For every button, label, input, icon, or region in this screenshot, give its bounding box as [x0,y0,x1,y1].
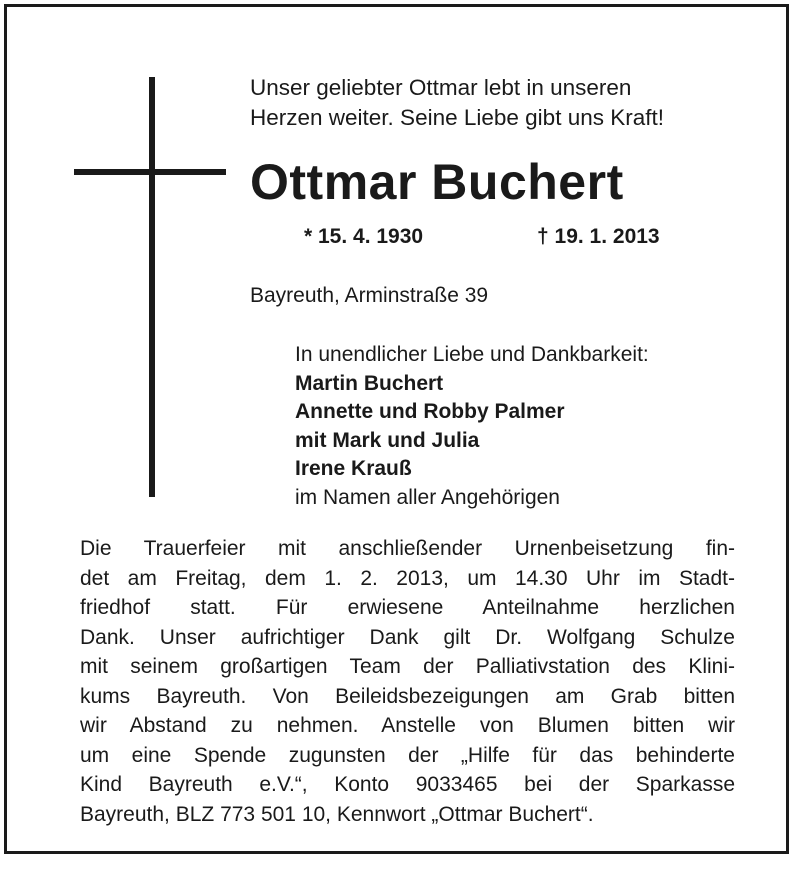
mourner-name: Martin Buchert [295,371,444,395]
mourners-closing: im Namen aller Angehörigen [295,485,560,509]
notice-line: wir Abstand zu nehmen. Anstelle von Blumen bitten wir [80,714,735,737]
motto [250,73,664,133]
notice-line: det am Freitag, dem 1. 2. 2013, um 14.30 Uhr im Stadt- [80,566,735,590]
notice-line: mit seinem großartigen Team der Palliativstation des Klini- [80,655,735,678]
motto-line-1: Unser geliebter Ottmar lebt in unseren [250,75,632,100]
obituary-frame [4,4,789,854]
mourners-intro: In unendlicher Liebe und Dankbarkeit: [295,343,649,366]
mourner-name: Annette und Robby Palmer [295,400,565,423]
mourners-block [295,341,649,512]
deceased-name: Ottmar Buchert [250,154,624,210]
notice-line: um eine Spende zugunsten der „Hilfe für das behinderte [80,743,735,767]
cross-icon [149,77,155,497]
address: Bayreuth, Arminstraße 39 [250,284,489,307]
death-date: † 19. 1. 2013 [537,225,660,248]
mourner-name: Irene Krauß [295,457,412,480]
funeral-notice [80,534,735,829]
notice-line: Bayreuth, BLZ 773 501 10, Kennwort „Ottmar Buchert“. [80,802,594,826]
notice-line: Dank. Unser aufrichtiger Dank gilt Dr. Wolfgang Schulze [80,625,735,649]
notice-line: Die Trauerfeier mit anschließender Urnenbeisetzung fin- [80,537,735,560]
mourner-name: mit Mark und Julia [295,428,480,452]
motto-line-2: Herzen weiter. Seine Liebe gibt uns Kraft! [250,105,664,130]
notice-line: kums Bayreuth. Von Beileidsbezeigungen am Grab bitten [80,684,735,708]
notice-line: friedhof statt. Für erwiesene Anteilnahme herzlichen [80,596,735,619]
birth-date: * 15. 4. 1930 [304,225,424,248]
notice-line: Kind Bayreuth e.V.“, Konto 9033465 bei der Sparkasse [80,773,735,796]
cross-icon-bar [74,169,226,175]
